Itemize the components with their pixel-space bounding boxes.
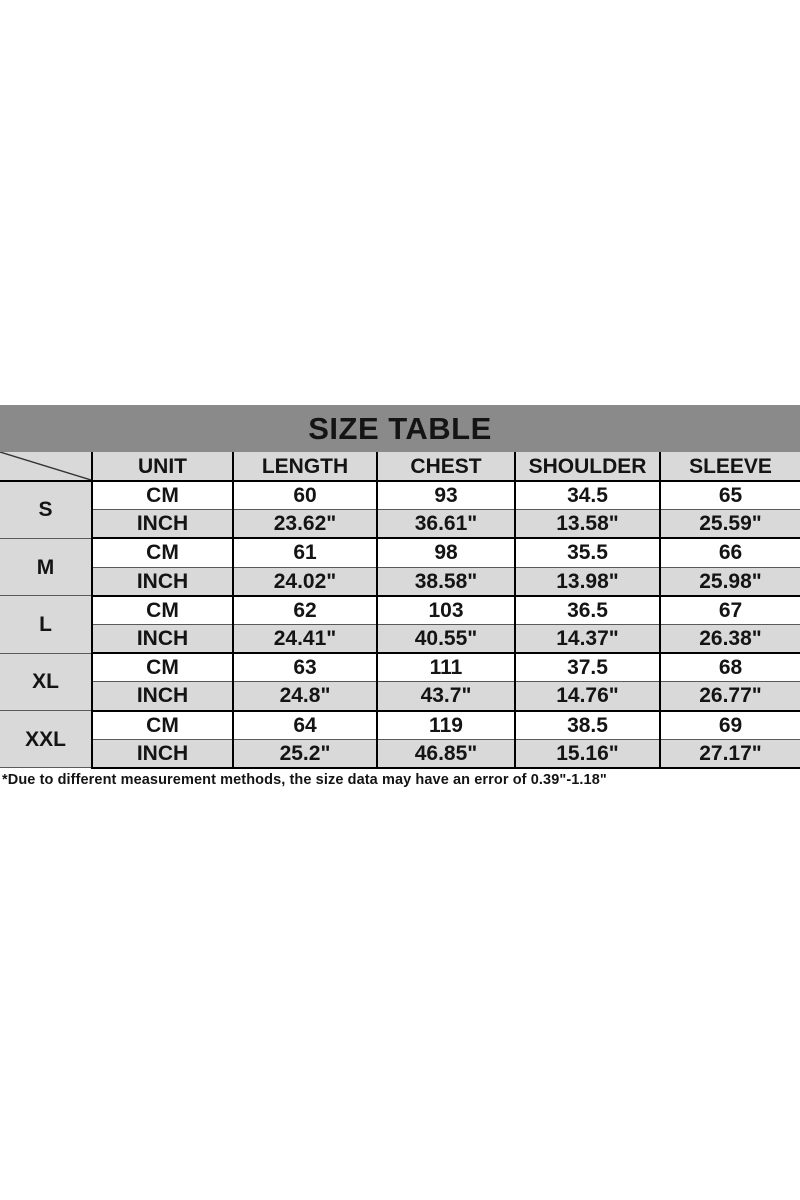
- measurement-cell: 66: [660, 538, 800, 567]
- size-label-s: S: [0, 481, 92, 538]
- size-table-section: [0, 405, 800, 788]
- unit-cell: INCH: [92, 682, 233, 711]
- table-row-xxl-cm: [0, 711, 800, 740]
- measurement-cell: 27.17": [660, 739, 800, 768]
- measurement-cell: 24.02": [233, 567, 377, 596]
- table-row-xl-cm: [0, 653, 800, 682]
- table-row-xl-inch: [0, 682, 800, 711]
- measurement-cell: 62: [233, 596, 377, 625]
- unit-cell: INCH: [92, 567, 233, 596]
- measurement-cell: 38.5: [515, 711, 660, 740]
- column-header-sleeve: SLEEVE: [660, 452, 800, 481]
- corner-cell: [0, 452, 92, 481]
- unit-cell: CM: [92, 538, 233, 567]
- measurement-cell: 40.55": [377, 624, 515, 653]
- unit-cell: CM: [92, 596, 233, 625]
- measurement-cell: 24.41": [233, 624, 377, 653]
- measurement-cell: 43.7": [377, 682, 515, 711]
- measurement-cell: 25.98": [660, 567, 800, 596]
- measurement-cell: 36.61": [377, 510, 515, 539]
- measurement-cell: 13.98": [515, 567, 660, 596]
- column-header-unit: UNIT: [92, 452, 233, 481]
- table-row-s-inch: [0, 510, 800, 539]
- measurement-cell: 119: [377, 711, 515, 740]
- measurement-cell: 14.76": [515, 682, 660, 711]
- unit-cell: INCH: [92, 624, 233, 653]
- measurement-cell: 46.85": [377, 739, 515, 768]
- unit-cell: CM: [92, 653, 233, 682]
- measurement-cell: 103: [377, 596, 515, 625]
- measurement-disclaimer: *Due to different measurement methods, the size data may have an error of 0.39"-1.18": [2, 771, 607, 788]
- measurement-cell: 61: [233, 538, 377, 567]
- measurement-cell: 25.59": [660, 510, 800, 539]
- table-row-m-cm: [0, 538, 800, 567]
- diagonal-line: [0, 452, 91, 480]
- size-table-title-bar: [0, 405, 800, 452]
- unit-cell: CM: [92, 711, 233, 740]
- measurement-cell: 64: [233, 711, 377, 740]
- measurement-cell: 13.58": [515, 510, 660, 539]
- measurement-cell: 25.2": [233, 739, 377, 768]
- measurement-cell: 111: [377, 653, 515, 682]
- header-row: [0, 452, 800, 481]
- measurement-cell: 67: [660, 596, 800, 625]
- measurement-cell: 93: [377, 481, 515, 510]
- size-label-xl: XL: [0, 653, 92, 710]
- unit-cell: INCH: [92, 510, 233, 539]
- measurement-cell: 69: [660, 711, 800, 740]
- table-row-m-inch: [0, 567, 800, 596]
- size-table: [0, 452, 800, 769]
- unit-cell: INCH: [92, 739, 233, 768]
- measurement-cell: 63: [233, 653, 377, 682]
- column-header-chest: CHEST: [377, 452, 515, 481]
- measurement-cell: 36.5: [515, 596, 660, 625]
- size-table-title: SIZE TABLE: [308, 410, 492, 446]
- table-row-l-cm: [0, 596, 800, 625]
- size-label-l: L: [0, 596, 92, 653]
- measurement-cell: 35.5: [515, 538, 660, 567]
- column-header-length: LENGTH: [233, 452, 377, 481]
- unit-cell: CM: [92, 481, 233, 510]
- size-label-xxl: XXL: [0, 711, 92, 768]
- measurement-cell: 38.58": [377, 567, 515, 596]
- measurement-cell: 68: [660, 653, 800, 682]
- measurement-cell: 34.5: [515, 481, 660, 510]
- size-label-m: M: [0, 538, 92, 595]
- measurement-cell: 15.16": [515, 739, 660, 768]
- measurement-cell: 26.38": [660, 624, 800, 653]
- measurement-cell: 37.5: [515, 653, 660, 682]
- measurement-cell: 26.77": [660, 682, 800, 711]
- measurement-cell: 65: [660, 481, 800, 510]
- measurement-cell: 60: [233, 481, 377, 510]
- measurement-cell: 14.37": [515, 624, 660, 653]
- measurement-cell: 24.8": [233, 682, 377, 711]
- table-row-s-cm: [0, 481, 800, 510]
- measurement-cell: 23.62": [233, 510, 377, 539]
- column-header-shoulder: SHOULDER: [515, 452, 660, 481]
- table-row-l-inch: [0, 624, 800, 653]
- measurement-cell: 98: [377, 538, 515, 567]
- table-row-xxl-inch: [0, 739, 800, 768]
